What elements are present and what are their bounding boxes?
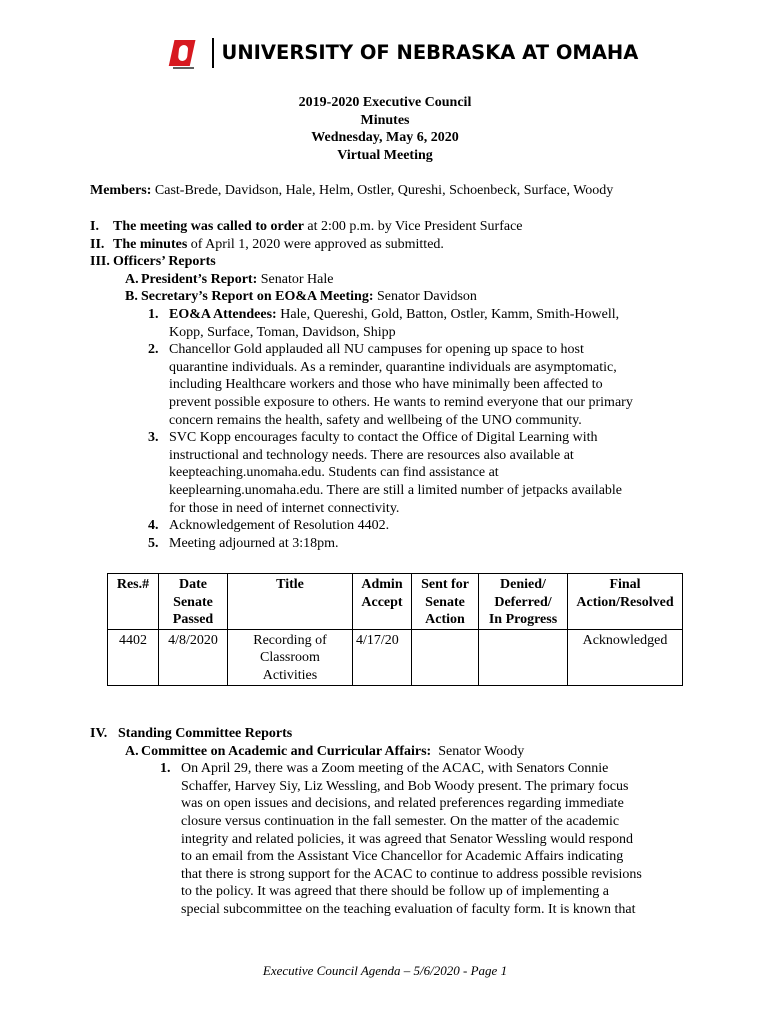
section-i bbox=[90, 218, 690, 236]
item-line: keepteaching.unomaha.edu. Students can find assistance at bbox=[169, 465, 499, 481]
minutes-outline bbox=[90, 218, 690, 552]
university-name: UNIVERSITY OF NEBRASKA AT OMAHA bbox=[221, 41, 639, 65]
subsection-text: Senator Hale bbox=[257, 271, 334, 287]
item-line: to the policy. It was agreed that there should be follow up of implementing a bbox=[181, 884, 609, 900]
item-line: On April 29, there was a Zoom meeting of the ACAC, with Senators Connie bbox=[181, 761, 609, 777]
section-ii bbox=[90, 236, 690, 254]
subsection-b bbox=[90, 288, 690, 306]
subsection-text: Senator Woody bbox=[431, 743, 525, 759]
item-line: concern remains the health, safety and wellbeing of the UNO community. bbox=[169, 412, 582, 428]
column-header: Sent for Senate Action bbox=[412, 574, 479, 630]
item-marker: 5. bbox=[148, 535, 159, 551]
item-line: integrity and related policies, it was agreed that Senator Wessling would respond bbox=[181, 831, 633, 847]
uno-o-logo-icon bbox=[166, 35, 202, 71]
section-iii bbox=[90, 253, 690, 271]
subsection-heading: Committee on Academic and Curricular Affairs: bbox=[141, 743, 432, 759]
section-marker: II. bbox=[90, 236, 105, 252]
item-line: including Healthcare workers and those who have minimally been affected to bbox=[169, 377, 603, 393]
subsection-heading: President’s Report: bbox=[141, 271, 258, 287]
subsection-marker: A. bbox=[125, 271, 139, 287]
item-line: prevent possible exposure to others. He wants to remind everyone that our primary bbox=[169, 394, 633, 410]
section-heading: Officers’ Reports bbox=[113, 254, 216, 270]
item-line: Meeting adjourned at 3:18pm. bbox=[169, 535, 339, 551]
list-item bbox=[90, 535, 690, 553]
item-line: SVC Kopp encourages faculty to contact the Office of Digital Learning with bbox=[169, 430, 598, 446]
subsection-marker: A. bbox=[125, 743, 139, 759]
section-text: of April 1, 2020 were approved as submitted. bbox=[187, 236, 444, 252]
members-label: Members: bbox=[90, 183, 152, 198]
item-line: Kopp, Surface, Toman, Davidson, Shipp bbox=[169, 324, 396, 340]
item-line: quarantine individuals. As a reminder, quarantine individuals are asymptomatic, bbox=[169, 359, 617, 375]
members-line bbox=[90, 182, 690, 200]
section-marker: III. bbox=[90, 254, 110, 270]
subsection-text: Senator Davidson bbox=[373, 289, 477, 305]
item-line: that there is strong support for the ACAC to continue to address possible revisions bbox=[181, 866, 642, 882]
section-marker: I. bbox=[90, 219, 99, 234]
title-line: Minutes bbox=[360, 112, 410, 128]
section-heading: Standing Committee Reports bbox=[118, 726, 293, 741]
members-list: Cast-Brede, Davidson, Hale, Helm, Ostler, Qureshi, Schoenbeck, Surface, Woody bbox=[151, 183, 614, 198]
item-line: for those in need of internet connectivity. bbox=[169, 500, 400, 516]
title-line: Virtual Meeting bbox=[337, 147, 433, 163]
section-text: at 2:00 p.m. by Vice President Surface bbox=[303, 219, 523, 234]
table-cell: 4402 bbox=[108, 629, 159, 685]
column-header: Title bbox=[228, 574, 353, 630]
item-marker: 1. bbox=[160, 761, 171, 777]
list-item bbox=[90, 306, 690, 341]
section-heading: The meeting was called to order bbox=[113, 219, 304, 234]
column-header: Denied/ Deferred/ In Progress bbox=[479, 574, 568, 630]
table-row bbox=[108, 629, 683, 685]
page-footer: Executive Council Agenda – 5/6/2020 - Page 1 bbox=[262, 963, 508, 978]
list-item bbox=[90, 429, 690, 517]
subsection-a bbox=[90, 271, 690, 289]
subsection-heading: Secretary’s Report on EO&A Meeting: bbox=[141, 289, 374, 305]
list-item bbox=[90, 517, 690, 535]
item-line: Acknowledgement of Resolution 4402. bbox=[169, 518, 390, 534]
item-line: special subcommittee on the teaching evaluation of faculty form. It is known that bbox=[181, 901, 636, 917]
table-cell bbox=[412, 629, 479, 685]
item-line: closure versus continuation in the fall semester. On the matter of the academic bbox=[181, 813, 620, 829]
title-line: 2019-2020 Executive Council bbox=[298, 95, 472, 110]
item-marker: 3. bbox=[148, 430, 159, 446]
subsection-a bbox=[90, 743, 690, 761]
item-line: to an email from the Assistant Vice Chancellor for Academic Affairs indicating bbox=[181, 849, 624, 865]
subsection-marker: B. bbox=[125, 289, 138, 305]
section-iv bbox=[90, 725, 690, 920]
item-line: Hale, Quereshi, Gold, Batton, Ostler, Kamm, Smith-Howell, bbox=[276, 306, 620, 322]
column-header: Admin Accept bbox=[353, 574, 412, 630]
item-heading: EO&A Attendees: bbox=[169, 306, 277, 322]
item-line: keeplearning.unomaha.edu. There are still a limited number of jetpacks available bbox=[169, 482, 623, 498]
item-line: Schaffer, Harvey Siy, Liz Wessling, and Bob Woody present. The primary focus bbox=[181, 778, 629, 794]
section-iv-heading bbox=[90, 725, 690, 743]
section-heading: The minutes bbox=[113, 236, 188, 252]
item-line: was on open issues and decisions, and related preferences regarding immediate bbox=[181, 796, 624, 812]
column-header: Res.# bbox=[108, 574, 159, 630]
column-header: Final Action/Resolved bbox=[568, 574, 683, 630]
table-cell: 4/17/20 bbox=[353, 629, 412, 685]
item-marker: 4. bbox=[148, 518, 159, 534]
list-item bbox=[90, 341, 690, 429]
column-header: Date Senate Passed bbox=[159, 574, 228, 630]
table-cell: Acknowledged bbox=[568, 629, 683, 685]
document-title bbox=[0, 94, 770, 164]
table-header-row bbox=[108, 574, 683, 630]
table-cell: Recording of Classroom Activities bbox=[228, 629, 353, 685]
table-cell: 4/8/2020 bbox=[159, 629, 228, 685]
item-marker: 2. bbox=[148, 342, 159, 358]
title-line: Wednesday, May 6, 2020 bbox=[311, 130, 459, 146]
section-marker: IV. bbox=[90, 726, 108, 741]
item-marker: 1. bbox=[148, 306, 159, 322]
item-line: instructional and technology needs. There are resources also available at bbox=[169, 447, 574, 463]
page-header bbox=[166, 34, 638, 72]
resolutions-table bbox=[107, 573, 683, 686]
item-line: Chancellor Gold applauded all NU campuses for opening up space to host bbox=[169, 342, 584, 358]
logo-divider bbox=[212, 38, 214, 68]
table-cell bbox=[479, 629, 568, 685]
list-item bbox=[90, 760, 690, 920]
